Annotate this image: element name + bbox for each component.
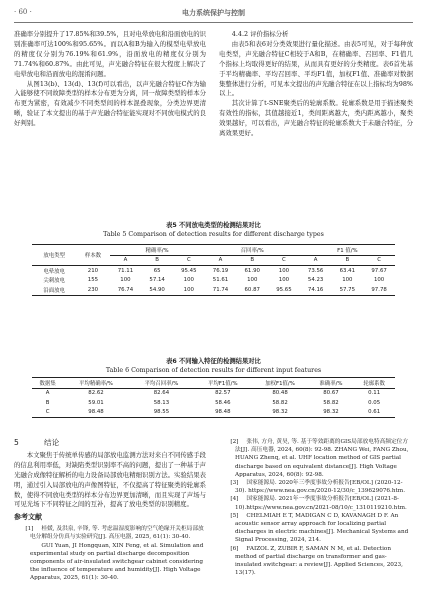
table-cell: 61.90 (244, 267, 260, 274)
table-cell: 100 (278, 267, 290, 274)
table-subheader: C (268, 255, 300, 266)
left-column-bottom (14, 438, 206, 583)
table-cell: 65 (153, 267, 161, 274)
table-cell: 58.82 (272, 399, 288, 406)
reference-item (219, 479, 413, 495)
reference-number: [1] (25, 526, 34, 533)
table6-caption-en: Table 6 Comparison of detection results for different input features (105, 366, 322, 374)
table-cell: 0.11 (368, 390, 381, 397)
table-cell: 76.19 (212, 267, 229, 274)
right-column-top (219, 30, 413, 139)
table-cell: 58.82 (323, 399, 339, 406)
table-cell: 60.87 (244, 286, 260, 293)
table-cell: 100 (247, 277, 258, 284)
table-cell: 82.62 (88, 390, 104, 397)
table-row (32, 276, 395, 286)
table-cell: 76.74 (117, 286, 134, 293)
reference-item (14, 542, 206, 583)
table-cell: 0.61 (368, 409, 381, 416)
table-header: 平均F1值/% (194, 378, 251, 389)
table-row (32, 388, 395, 398)
reference-item (219, 512, 413, 545)
table-header: 平均精确率/% (63, 378, 128, 389)
header-rule (14, 22, 413, 23)
table-row (32, 266, 395, 276)
table-cell: 59.01 (88, 399, 104, 406)
reference-text: CHELMIAH E T, MADIGAN C D, KAVANAGH D F. An acoustic sensor array approach for localizing partial discharges in electric machines[J]. Mechanical Systems and Signal Processing, 2024, 214. (235, 512, 409, 544)
reference-number: [4] (230, 496, 239, 503)
table-row (32, 398, 395, 408)
reference-text: 国家能源局. 2020年三季度事故分析报告[EB/OL] (2020-12-30). https://www.nea.gov.cn/2020-12/30/c_139629076.htm. (235, 480, 406, 495)
table-cell: 100 (183, 277, 194, 284)
page-number: · 60 · (14, 8, 32, 16)
table-cell: 尖刺放电 (43, 278, 65, 285)
table-cell: 97.78 (371, 286, 387, 293)
table-header: 样本数 (76, 245, 109, 266)
table-cell: 100 (278, 277, 290, 284)
reference-number: [5] (230, 512, 239, 519)
table-cell: 沿面放电 (43, 287, 65, 294)
table-subheader: C (363, 255, 395, 266)
table-cell: 210 (87, 267, 99, 274)
table-cell: 58.46 (215, 399, 231, 406)
reference-number: [3] (230, 480, 239, 487)
journal-title: 电力系统保护与控制 (182, 9, 245, 17)
table-subheader: C (173, 255, 205, 266)
table-header: 准确率/% (309, 378, 354, 389)
table-group-header: F1 值/% (300, 245, 395, 256)
reference-item (219, 495, 413, 511)
table-cell: 58.13 (153, 399, 170, 406)
right-column-bottom (219, 438, 413, 577)
table-cell: 电晕放电 (43, 268, 65, 275)
table-group-header: 召回率/% (205, 245, 300, 256)
table-cell: 0.05 (368, 399, 381, 406)
references-heading: 参考文献 (14, 513, 42, 522)
table6 (32, 377, 395, 418)
reference-text: FAIZOL Z, ZUBIR F, SAMAN N M, et al. Detection method of partial discharge on transformer and gas-insulated switchgear: a review[J]. Applied Sciences, 2023, 13(17). (235, 545, 403, 577)
table5-caption (14, 222, 413, 239)
paragraph: 准确率分别提升了17.85%和39.5%，且对电晕放电和沿面放电的识别准确率可达100%和95.65%。而以A和B为输入的模型电晕放电的精度仅分别为76.19%和61.9%，沿面放电的精度仅分别为71.74%和60.87%。由此可见，声光融合特征在很大程度上解决了电晕放电和沿面放电的混淆问题。 (14, 30, 206, 78)
reference-text: 桂媛, 及洪泉, 辛锋, 等. 考虑温湿度影响的空气绝缘开关柜局部放电分解组分仿真与实验研究[J]. 高压电器, 2025, 61(1): 30-40. (30, 526, 204, 541)
table-cell: 57.75 (339, 286, 356, 293)
table-cell: 63.41 (339, 267, 356, 274)
table5-caption-cn: 表5 不同放电类型的检测结果对比 (166, 222, 261, 229)
paragraph: 其次计算了t-SNE聚类后的轮廓系数。轮廓系数是用于描述聚类有效性的指标，其值越接近1，类间距离越大，类内距离越小，聚类效果越好，可以看出，声光融合特征的轮廓系数大于未融合特征，分离效果更好。 (219, 99, 413, 138)
paragraph: 本文聚焦于传统单传感的局部放电监测方法对来自不同传感手段的信息利用率低，对缺陷类型识别率不高的问题，提出了一种基于声光融合成像特征解析的电力设备局部放电精细识别方法。实验结果表明，通过引入局部放电的声像图特征，不仅提高了特征聚类的轮廓系数，使得不同放电类型的样本分布边界更加清晰，而且实现了声场与可见光场下不同特征之间的互补，提高了放电类型的识别精度。 (14, 450, 206, 509)
table-cell: 71.74 (212, 286, 229, 293)
table-cell: 95.45 (181, 267, 197, 274)
table-subheader: B (331, 255, 363, 266)
table-cell: 155 (87, 277, 99, 284)
table-subheader: B (236, 255, 268, 266)
reference-item (219, 438, 413, 479)
paragraph: 从图13(b)、13(d)、13(f)可以看出，以声光融合特征C作为输入能够使不同故障类型的样本分布更为分离，同一故障类型的样本分布更为紧密，有效减少不同类型间的样本混叠现象，分类边界更清晰，验证了本文提出的基于声光融合特征能实现对不同放电模式的良好判别。 (14, 79, 206, 128)
table-cell: 230 (87, 286, 99, 293)
table-cell: 80.48 (272, 390, 288, 397)
reference-number: [2] (230, 439, 239, 445)
table-cell: 95.65 (276, 286, 292, 293)
section-title: 结论 (44, 438, 60, 447)
table-cell: 98.55 (153, 409, 170, 416)
table-cell: 54.23 (307, 277, 324, 284)
table-cell: 97.67 (371, 267, 387, 274)
table-cell: 57.14 (149, 277, 165, 284)
table-cell: 98.48 (215, 409, 231, 416)
table6-caption-cn: 表6 不同输入特征的检测结果对比 (166, 358, 261, 365)
table-cell: 51.61 (212, 277, 229, 284)
reference-number: [6] (230, 545, 239, 552)
table-cell: A (45, 390, 50, 397)
table-header: 加权F1值/% (251, 378, 308, 389)
table5 (32, 244, 395, 296)
table-cell: 98.32 (323, 409, 339, 416)
table-cell: 80.67 (323, 390, 339, 397)
table-header: 数据集 (32, 378, 63, 389)
reference-text: GUI Yuan, JI Hongquan, XIN Feng, et al. Simulation and experimental study on partial discharge decomposition components of air-insulated switchgear cabinet considering the influence of temperature and humidity[J]. High Voltage Apparatus, 2025, 61(1): 30-40. (30, 542, 204, 582)
table-cell: 71.11 (117, 267, 134, 274)
table-header: 轮廓系数 (353, 378, 395, 389)
table-header: 放电类型 (32, 245, 76, 266)
table-group-header: 精确率/% (110, 245, 205, 256)
section-heading (14, 438, 206, 448)
table6-caption (14, 358, 413, 375)
table-cell: C (45, 409, 50, 416)
table-subheader: A (300, 255, 332, 266)
table-cell: B (45, 399, 50, 406)
reference-text: 国家能源局. 2021年一季度事故分析报告[EB/OL] (2021-8-10).https://www.nea.gov.cn/2021-08/10/c_1310119210.htm. (235, 496, 407, 511)
paragraph: 由表5和表6对分类效果进行量化描述。由表5可见，对于每种放电类型，声光融合特征C相较于A和B，在精确率、召回率、F1值几个指标上均取得更好的结果，从而具有更好的分类精度。表6首先基于平均精确率、平均召回率、平均F1值，加权F1值、准确率对数据集整体进行分析，可见本文提出的声光融合特征在以上指标均为98%以上。 (219, 39, 413, 98)
table-cell: 73.56 (307, 267, 324, 274)
table-cell: 98.32 (272, 409, 288, 416)
table-cell: 100 (373, 277, 385, 284)
table-row (32, 285, 395, 295)
table-cell: 100 (342, 277, 353, 284)
table-row (32, 408, 395, 418)
table-subheader: B (141, 255, 173, 266)
table-cell: 100 (183, 286, 194, 293)
table-subheader: A (110, 255, 142, 266)
table-cell: 82.57 (215, 390, 231, 397)
table-cell: 54.90 (149, 286, 165, 293)
section-number: 5 (14, 438, 19, 447)
table5-caption-en: Table 5 Comparison of detection results for different discharge types (103, 230, 324, 238)
left-column-top (14, 30, 206, 129)
table-cell: 100 (120, 277, 131, 284)
table-cell: 82.64 (153, 390, 170, 397)
subsection-heading: 4.4.2 评价指标分析 (231, 30, 289, 38)
table-subheader: A (205, 255, 237, 266)
reference-item (219, 545, 413, 578)
table-header: 平均召回率/% (129, 378, 194, 389)
reference-item (14, 525, 206, 541)
table-cell: 74.16 (307, 286, 324, 293)
table-cell: 98.48 (88, 409, 104, 416)
page-header (14, 8, 413, 20)
reference-text: 张伟, 方舟, 黄昊, 等. 基于等效距离的GIS局部放电特高频定位方法[J]. 高压电器, 2024, 60(8): 92-98. ZHANG Wei, FANG Zhou, HUANG Zhenq, et al. UHF location method of GIS partial discharge based on equivalent distance[J]. High Voltage Apparatus, 2024, 60(8): 92-98. (235, 439, 409, 478)
